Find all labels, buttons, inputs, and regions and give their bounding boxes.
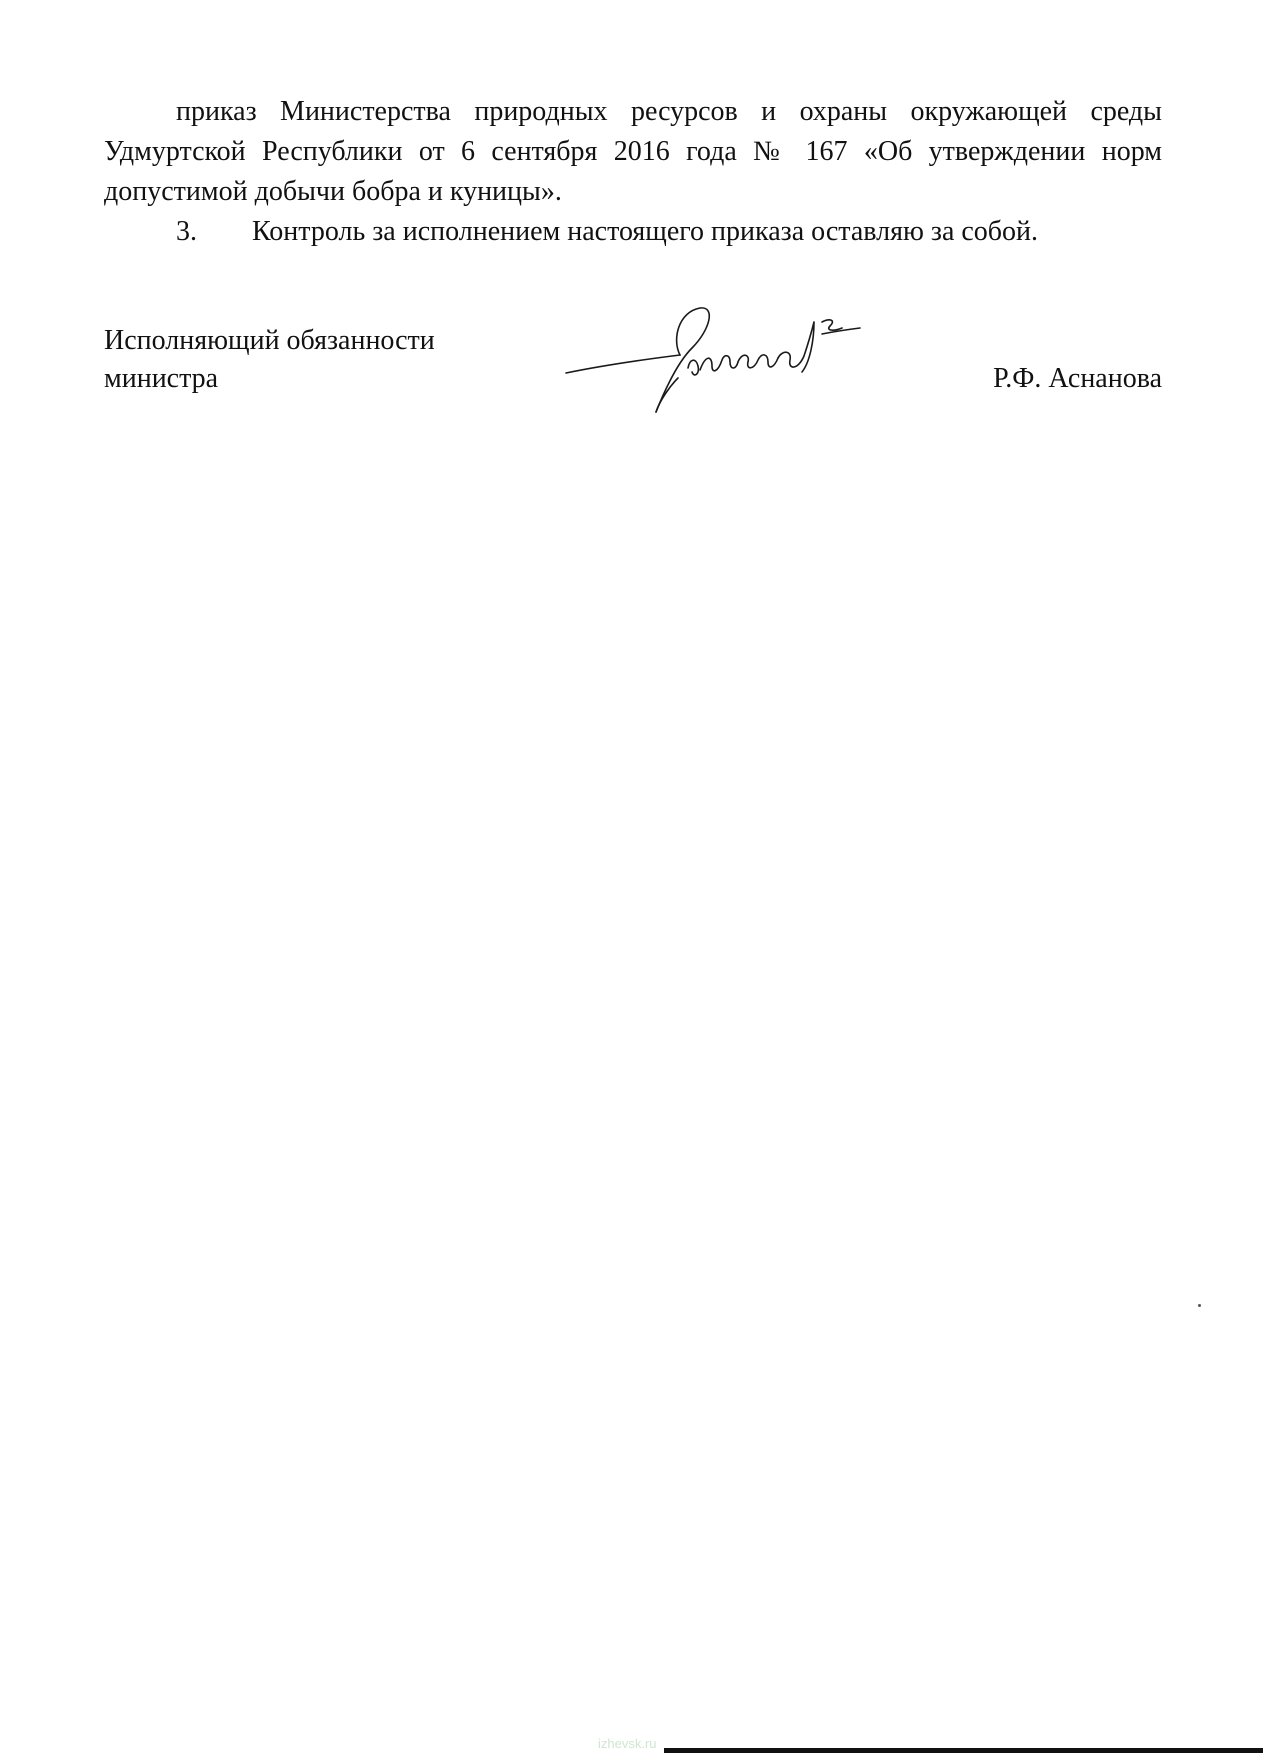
- paragraph-continuation: приказ Министерства природных ресурсов и охраны окружающей среды Удмуртской Республики от 6 сентября 2016 года № 167 «Об утверждении норм допустимой добычи бобра и куницы».: [104, 96, 1162, 207]
- signatory-title: [104, 322, 435, 398]
- handwritten-signature: [560, 300, 890, 420]
- signatory-title-line-2: министра: [104, 363, 219, 394]
- list-item-number: 3.: [176, 216, 197, 247]
- signatory-name: Р.Ф. Аснанова: [993, 363, 1162, 394]
- list-item-text: Контроль за исполнением настоящего приказа оставляю за собой.: [252, 216, 1039, 247]
- watermark: izhevsk.ru: [598, 1736, 657, 1751]
- list-item-3: [104, 212, 1162, 252]
- scan-edge-bar: [664, 1748, 1263, 1753]
- signatory-title-line-1: Исполняющий обязанности: [104, 325, 435, 356]
- document-body: [104, 92, 1162, 252]
- scan-speck: [1198, 1304, 1201, 1307]
